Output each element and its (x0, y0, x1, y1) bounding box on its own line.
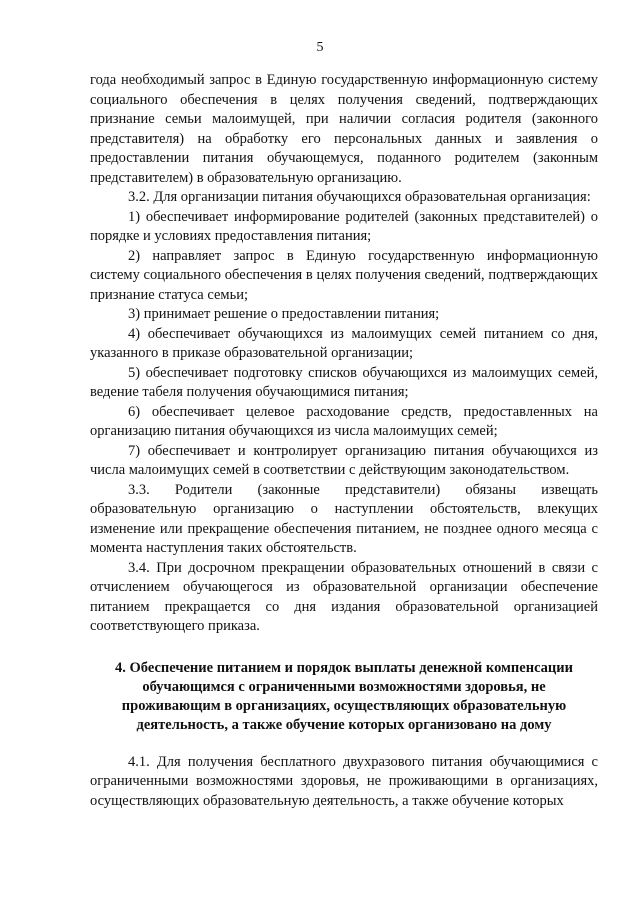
paragraph-4-1: 4.1. Для получения бесплатного двухразового питания обучающимися с ограниченными возможностями здоровья, не проживающими в организациях, осуществляющих образовательную деятельность, а также обучение которых (90, 753, 598, 809)
section-heading: 4. Обеспечение питанием и порядок выплаты денежной компенсации обучающимся с ограниченными возможностями здоровья, не проживающим в организациях, осуществляющих образовательную деятельность, а также обучение которых организовано на дому (115, 659, 573, 733)
list-item-6: 6) обеспечивает целевое расходование средств, предоставленных на организацию питания обучающихся из числа малоимущих семей; (90, 403, 598, 439)
page-number: 5 (316, 40, 324, 55)
list-item-5: 5) обеспечивает подготовку списков обучающихся из малоимущих семей, ведение табеля получения обучающимися питания; (90, 364, 598, 400)
paragraph: года необходимый запрос в Единую государственную информационную систему социального обеспечения в целях получения сведений, подтверждающих признание семьи малоимущей, при наличии согласия родителя (законного представителя) на обработку его персональных данных и заявления о предоставлении питания обучающемуся, поданного родителем (законным представителем) в образовательную организацию. (90, 72, 598, 186)
list-item-1: 1) обеспечивает информирование родителей (законных представителей) о порядке и условиях предоставления питания; (90, 208, 598, 244)
document-body (90, 71, 598, 811)
paragraph-3-3: 3.3. Родители (законные представители) обязаны извещать образовательную организацию о наступлении обстоятельств, влекущих изменение или прекращение обеспечения питанием, не позднее одного месяца с момента наступления таких обстоятельств. (90, 481, 598, 556)
list-item-2: 2) направляет запрос в Единую государственную информационную систему социального обеспечения в целях получения сведений, подтверждающих признание статуса семьи; (90, 247, 598, 303)
paragraph-3-4: 3.4. При досрочном прекращении образовательных отношений в связи с отчислением обучающегося из образовательной организации обеспечение питанием прекращается со дня издания образовательной организацией соответствующего приказа. (90, 559, 598, 634)
list-item-4: 4) обеспечивает обучающихся из малоимущих семей питанием со дня, указанного в приказе образовательной организации; (90, 325, 598, 361)
paragraph-3-2: 3.2. Для организации питания обучающихся образовательная организация: (128, 189, 591, 205)
list-item-7: 7) обеспечивает и контролирует организацию питания обучающихся из числа малоимущих семей в соответствии с действующим законодательством. (90, 442, 598, 478)
list-item-3: 3) принимает решение о предоставлении питания; (128, 306, 440, 322)
